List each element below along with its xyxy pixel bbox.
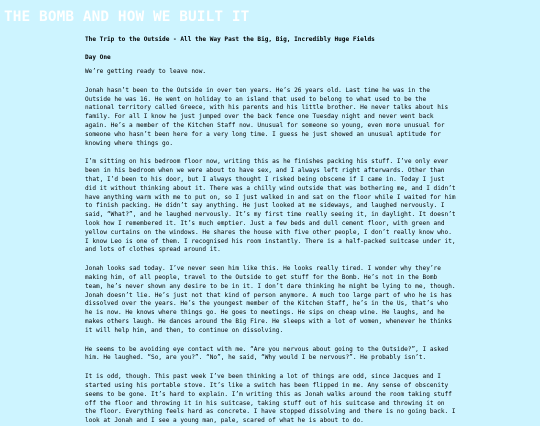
site-title: THE BOMB AND HOW WE BUILT IT xyxy=(4,9,250,25)
article xyxy=(85,36,459,426)
paragraph: Jonah hasn’t been to the Outside in over ten years. He’s 26 years old. Last time he was in the Outside he was 16. He went on holiday to an island that used to belong to what used to be the national territory called Greece, with his parents and his little brother. He never talks about his family. For all I know he just jumped over the back fence one Tuesday night and never went back again. He’s a member of the Kitchen Staff now. Unusual for someone so young, even more unusual for someone who hasn’t been here for a very long time. I guess he just showed an unusual aptitude for knowing where things go. xyxy=(85,86,449,147)
paragraph: It is odd, though. This past week I’ve been thinking a lot of things are odd, since Jacques and I started using his portable stove. It’s like a switch has been flipped in me. Any sense of obscenity seems to be gone. It’s hard to explain. I’m writing this as Jonah walks around the room taking stuff off the floor and throwing it in his suitcase, taking stuff out of his suitcase and throwing it on the floor. Everything feels hard as concrete. I have stopped dissolving and there is no going back. I look at Jonah and I see a young man, pale, scared of what he is about to do. xyxy=(85,373,456,425)
paragraph: I’m sitting on his bedroom floor now, writing this as he finishes packing his stuff. I’ve only ever been in his bedroom when we were about to have sex, and I always left right afterwards. Other than that, I’d been to his door, but I always thought I risked being obscene if I came in. Today I just did it without thinking about it. There was a chilly wind outside that was bothering me, and I didn’t have anything warm with me to put on, so I just walked in and sat on the floor while I waited for him to finish packing. He didn’t say anything. He just looked at me sideways, and laughed nervously. I said, “What?”, and he laughed nervously. It’s my first time really seeing it, in daylight. It doesn’t look how I remembered it. It’s much emptier. Just a few beds and dull cement floor, with green and yellow curtains on the windows. He shares the house with five other people, I don’t really know who. I know Leo is one of them. I recognised his room instantly. There is a half-packed suitcase under it, and lots of clothes spread around it. xyxy=(85,158,456,254)
day-heading: Day One xyxy=(85,54,111,61)
paragraph: We’re getting ready to leave now. xyxy=(85,68,207,75)
chapter-title: The Trip to the Outside - All the Way Past the Big, Big, Incredibly Huge Fields xyxy=(85,36,375,43)
paragraph: Jonah looks sad today. I’ve never seen him like this. He looks really tired. I wonder why they’re making him, of all people, travel to the Outside to get stuff for the Bomb. He’s not in the Bomb team, he’s never shown any desire to be in it. I don’t dare thinking he might be lying to me, though. Jonah doesn’t lie. He’s just not that kind of person anymore. A much too large part of who he is has dissolved over the years. He’s the youngest member of the Kitchen Staff, he’s in the Us, that’s who he is now. He knows where things go. He goes to meetings. He sips on cheap wine. He laughs, and he makes others laugh. He dances around the Big Fire. He sleeps with a lot of women, whenever he thinks it will help him, and then, to continue on dissolving. xyxy=(85,265,456,334)
paragraph: He seems to be avoiding eye contact with me. “Are you nervous about going to the Outside?”, I asked him. He laughed. “So, are you?”. “No”, he said, “Why would I be nervous?”. He probably isn’t. xyxy=(85,345,449,362)
